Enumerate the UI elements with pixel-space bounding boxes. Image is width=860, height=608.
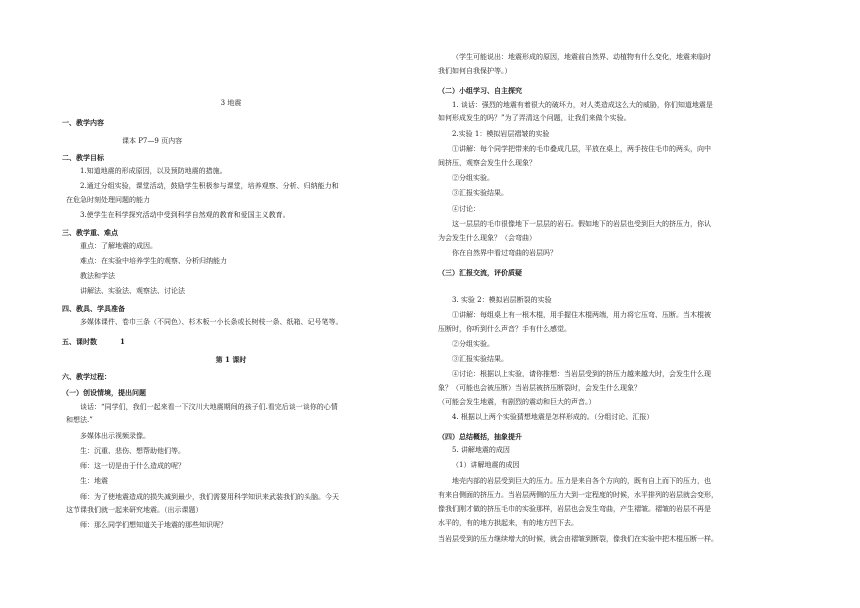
section-heading-periods: 五、课时数 — [62, 337, 97, 346]
materials: 多媒体课件、卷巾三条（不同色）、杉木板一小长条或长树枝一条、纸箱、记号笔等。 — [80, 318, 343, 326]
paragraph-line: 生：沉重、悲伤、想帮助他们等。 — [80, 447, 185, 455]
paragraph-line: 师：这一切是由于什么造成的呢？ — [80, 462, 185, 470]
lesson-title: 3 地震 — [220, 99, 242, 107]
paragraph-line: 师：那么同学们想知道关于地震的那些知识呢？ — [80, 521, 227, 529]
paragraph-line: 我们如何自我保护等。） — [438, 67, 512, 75]
paragraph-line: 象？（可能也会被压断）当岩层被挤压断裂时，会发生什么现象？ — [438, 384, 641, 392]
paragraph-line: 和想法.” — [66, 416, 93, 424]
paragraph-line: 地壳内部的岩层受到巨大的压力。压力是来自各个方向的，既有自上而下的压力，也 — [452, 477, 711, 485]
goal-3: 3.使学生在科学探究活动中受到科学自然观的教育和爱国主义教育。 — [80, 211, 290, 219]
paragraph-line: ④讨论：根据以上实验，请你推想：当岩层受到的挤压力越来越大时，会发生什么现 — [452, 370, 711, 378]
paragraph-line: 3. 实验 2：模拟岩层断裂的实验 — [452, 296, 552, 304]
paragraph-line: 5. 讲解地震的成因 — [452, 446, 510, 454]
paragraph-line: ②分组实验。 — [452, 174, 494, 182]
goal-2b: 在危急时刻处理问题的能力 — [66, 196, 150, 204]
paragraph-line: 水平的，有的地方拱起来，有的地方凹下去。 — [438, 519, 578, 527]
part-heading-4: （四）总结概括，抽象提升 — [438, 432, 522, 441]
paragraph-line: 4. 根据以上两个实验猜想地震是怎样形成的。（分组讨论、汇报） — [452, 413, 654, 421]
paragraph-line: ③汇报实验结果。 — [452, 355, 508, 363]
section-heading-goals: 二、教学目标 — [62, 153, 104, 162]
methods: 讲解法、实验法、观察法、讨论法 — [80, 287, 185, 295]
paragraph-line: ②分组实验。 — [452, 340, 494, 348]
section-heading-keypoints: 三、教学重、难点 — [62, 228, 118, 237]
period-title: 第 1 课时 — [215, 355, 247, 364]
paragraph-line: 为会发生什么现象？（会弯曲） — [438, 234, 536, 242]
goal-1: 1.知道地震的形成原因，以及预防地震的措施。 — [80, 167, 227, 175]
paragraph-line: ①讲解：每组桌上有一根木棍，用手握住木棍两端，用力将它压弯、压断。当木棍被 — [452, 311, 711, 319]
paragraph-line: 师：为了使地震造成的损失减到最少，我们需要用科学知识来武装我们的头脑。今天 — [80, 493, 339, 501]
paragraph-line: 这一层层的毛巾很像地下一层层的岩石。假如地下的岩层也受到巨大的挤压力，你认 — [452, 220, 711, 228]
content-text: 课本 P7—9 页内容 — [122, 137, 183, 145]
paragraph-line: 这节课我们就一起来研究地震。（出示课题） — [66, 506, 203, 514]
paragraph-line: 2.实验 1：模拟岩层褶皱的实验 — [452, 130, 550, 138]
paragraph-line: ④讨论： — [452, 205, 480, 213]
paragraph-line: 有来自侧面的挤压力。当岩层两侧的压力大到一定程度的时候，水平排列的岩层就会变形， — [438, 491, 718, 499]
paragraph-line: 压断时，你听到什么声音？手有什么感觉。 — [438, 325, 571, 333]
paragraph-line: 当岩层受到的压力继续增大的时候，就会由褶皱到断裂，像我们在实验中把木棍压断一样。 — [438, 535, 718, 543]
paragraph-line: 像我们刚才做的挤压毛巾的实验那样，岩层也会发生弯曲，产生褶皱。褶皱的岩层不再是 — [438, 505, 711, 513]
part-heading-1: （一）创设情境，提出问题 — [62, 388, 146, 397]
section-heading-process: 六、教学过程： — [62, 372, 111, 381]
paragraph-line: 1. 谈话：强烈的地震有着很大的破坏力，对人类造成这么大的威胁，你们知道地震是 — [452, 101, 713, 109]
periods-value: 1 — [120, 337, 125, 346]
paragraph-line: 如何形成发生的吗？”为了弄清这个问题，让我们来做个实验。 — [438, 114, 631, 122]
paragraph-line: 多媒体出示视频录像。 — [80, 432, 150, 440]
methods-label: 教法和学法 — [80, 272, 115, 280]
paragraph-line: （学生可能说出：地震形成的原因，地震前自然界、动植物有什么变化，地震来临时 — [452, 53, 711, 61]
paragraph-line: 你在自然界中看过弯曲的岩层吗？ — [452, 249, 557, 257]
key-point: 重点：了解地震的成因。 — [80, 242, 157, 250]
paragraph-line: 间挤压，观察会发生什么现象？ — [438, 159, 536, 167]
part-heading-3: （三）汇报交流，评价质疑 — [438, 268, 522, 277]
paragraph-line: 谈话：“同学们，我们一起来看一下汶川大地震期间的孩子们.看完后谈一谈你的心情 — [80, 403, 338, 411]
paragraph-line: （1）讲解地震的成因 — [452, 461, 520, 469]
paragraph-line: ①讲解：每个同学把带来的毛巾叠成几层，平放在桌上，两手按住毛巾的两头，向中 — [452, 145, 711, 153]
part-heading-2: （二）小组学习、自主探究 — [438, 86, 522, 95]
paragraph-line: ③汇报实验结果。 — [452, 189, 508, 197]
paragraph-line: （可能会发生地震，有剧烈的震动和巨大的声音。） — [438, 398, 596, 406]
section-heading-materials: 四、教具、学具准备 — [62, 304, 125, 313]
goal-2a: 2.通过分组实验，课堂活动，鼓励学生积极参与课堂，培养观察、分析、归纳能力和 — [80, 182, 339, 190]
paragraph-line: 生：地震 — [80, 477, 108, 485]
difficulty: 难点：在实验中培养学生的观察、分析归纳能力 — [80, 257, 227, 265]
section-heading-content: 一、教学内容 — [62, 118, 104, 127]
